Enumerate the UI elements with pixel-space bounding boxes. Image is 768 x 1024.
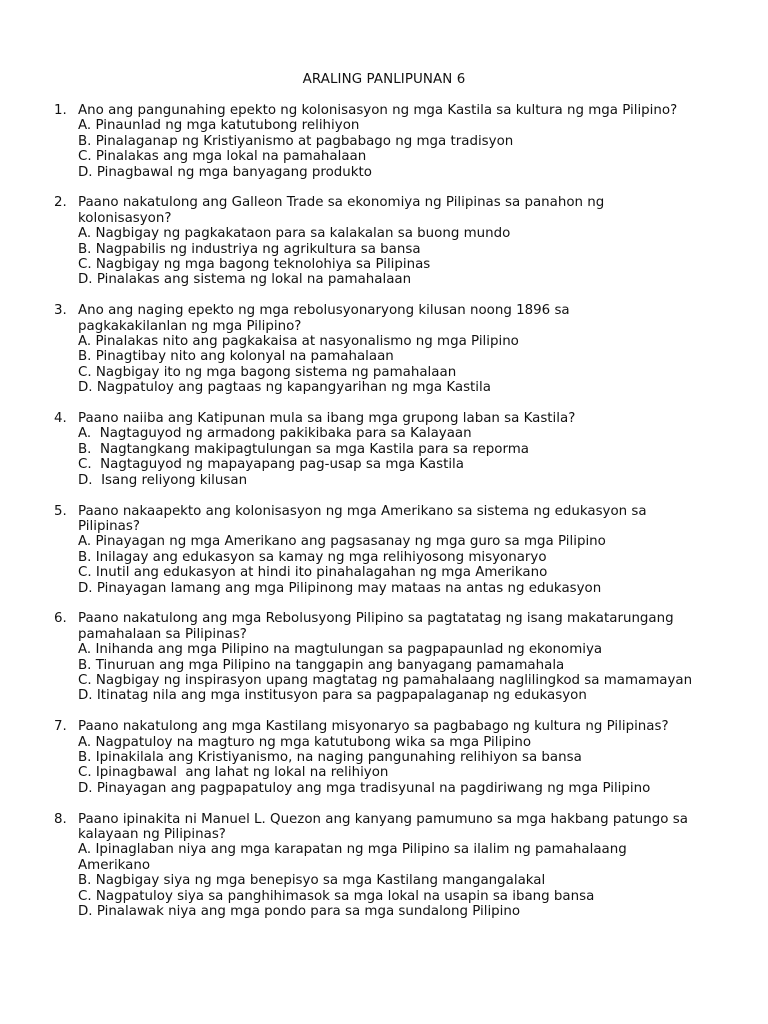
question-item bbox=[54, 103, 744, 180]
question-body bbox=[78, 719, 744, 796]
choice-c: C. Nagtaguyod ng mapayapang pag-usap sa mga Kastila bbox=[78, 457, 464, 473]
question-body bbox=[78, 411, 744, 488]
choice-d: D. Nagpatuloy ang pagtaas ng kapangyarihan ng mga Kastila bbox=[78, 380, 491, 396]
question-number: 7. bbox=[54, 719, 67, 735]
question-text-line: Paano nakatulong ang mga Rebolusyong Pilipino sa pagtatatag ng isang makatarungang bbox=[78, 611, 674, 627]
question-text-line: Paano naiiba ang Katipunan mula sa ibang mga grupong laban sa Kastila? bbox=[78, 411, 576, 427]
choice-b: B. Inilagay ang edukasyon sa kamay ng mga relihiyosong misyonaryo bbox=[78, 549, 547, 565]
choice-d: D. Pinayagan ang pagpapatuloy ang mga tradisyunal na pagdiriwang ng mga Pilipino bbox=[78, 780, 651, 796]
question-item bbox=[54, 611, 744, 703]
page-title: ARALING PANLIPUNAN 6 bbox=[302, 72, 466, 87]
question-body bbox=[78, 103, 744, 180]
question-text-line: Paano nakatulong ang mga Kastilang misyonaryo sa pagbabago ng kultura ng Pilipinas? bbox=[78, 719, 669, 735]
question-item bbox=[54, 411, 744, 488]
question-text-line: Paano nakatulong ang Galleon Trade sa ekonomiya ng Pilipinas sa panahon ng bbox=[78, 195, 605, 211]
question-number: 8. bbox=[54, 811, 67, 827]
question-item bbox=[54, 303, 744, 395]
question-body bbox=[78, 611, 744, 703]
question-item bbox=[54, 812, 744, 920]
question-text-line: pamahalaan sa Pilipinas? bbox=[78, 626, 247, 642]
question-text-line: Pilipinas? bbox=[78, 518, 140, 534]
choice-d: D. Itinatag nila ang mga institusyon para sa pagpapalaganap ng edukasyon bbox=[78, 688, 587, 704]
choice-d: D. Pinayagan lamang ang mga Pilipinong may mataas na antas ng edukasyon bbox=[78, 580, 602, 596]
choice-a: A. Pinalakas nito ang pagkakaisa at nasyonalismo ng mga Pilipino bbox=[78, 334, 519, 350]
choice-d: D. Pinalakas ang sistema ng lokal na pamahalaan bbox=[78, 272, 412, 288]
choice-d: D. Pinalawak niya ang mga pondo para sa mga sundalong Pilipino bbox=[78, 904, 521, 920]
question-item bbox=[54, 504, 744, 596]
choice-a: A. Ipinaglaban niya ang mga karapatan ng mga Pilipino sa ilalim ng pamahalaang Amerikano bbox=[78, 842, 627, 873]
choice-b: B. Nagtangkang makipagtulungan sa mga Kastila para sa reporma bbox=[78, 441, 529, 457]
choice-a: A. Pinayagan ng mga Amerikano ang pagsasanay ng mga guro sa mga Pilipino bbox=[78, 534, 606, 550]
choice-b: B. Nagbigay siya ng mga benepisyo sa mga Kastilang mangangalakal bbox=[78, 873, 546, 889]
question-body bbox=[78, 303, 744, 395]
question-number: 6. bbox=[54, 611, 67, 627]
question-number: 4. bbox=[54, 411, 67, 427]
choice-c: C. Nagbigay ito ng mga bagong sistema ng pamahalaan bbox=[78, 364, 457, 380]
choice-list bbox=[78, 426, 744, 488]
question-number: 5. bbox=[54, 503, 67, 519]
choice-b: B. Nagpabilis ng industriya ng agrikultura sa bansa bbox=[78, 241, 421, 257]
choice-list bbox=[78, 226, 744, 288]
question-text-line: kolonisasyon? bbox=[78, 210, 172, 226]
choice-list bbox=[78, 735, 744, 797]
question-text-line: Ano ang pangunahing epekto ng kolonisasyon ng mga Kastila sa kultura ng mga Pilipino? bbox=[78, 103, 678, 118]
question-item bbox=[54, 719, 744, 796]
choice-b: B. Pinalaganap ng Kristiyanismo at pagbabago ng mga tradisyon bbox=[78, 133, 514, 149]
choice-a: A. Pinaunlad ng mga katutubong relihiyon bbox=[78, 118, 360, 134]
question-number: 1. bbox=[54, 103, 67, 118]
question-text-line: kalayaan ng Pilipinas? bbox=[78, 826, 226, 842]
choice-b: B. Pinagtibay nito ang kolonyal na pamahalaan bbox=[78, 349, 394, 365]
choice-c: C. Ipinagbawal ang lahat ng lokal na relihiyon bbox=[78, 765, 389, 781]
choice-c: C. Pinalakas ang mga lokal na pamahalaan bbox=[78, 149, 367, 165]
question-text-line: pagkakakilanlan ng mga Pilipino? bbox=[78, 318, 302, 334]
question-text-line: Paano nakaapekto ang kolonisasyon ng mga Amerikano sa sistema ng edukasyon sa bbox=[78, 503, 647, 519]
question-number: 3. bbox=[54, 303, 67, 319]
question-text-line: Paano ipinakita ni Manuel L. Quezon ang kanyang pamumuno sa mga hakbang patungo sa bbox=[78, 811, 688, 827]
question-body bbox=[78, 812, 744, 920]
choice-c: C. Inutil ang edukasyon at hindi ito pinahalagahan ng mga Amerikano bbox=[78, 565, 548, 581]
question-text-line: Ano ang naging epekto ng mga rebolusyonaryong kilusan noong 1896 sa bbox=[78, 303, 570, 319]
question-list bbox=[54, 103, 744, 935]
choice-a: A. Nagbigay ng pagkakataon para sa kalakalan sa buong mundo bbox=[78, 226, 511, 242]
choice-c: C. Nagbigay ng mga bagong teknolohiya sa Pilipinas bbox=[78, 257, 431, 273]
choice-a: A. Nagtaguyod ng armadong pakikibaka para sa Kalayaan bbox=[78, 426, 472, 442]
choice-c: C. Nagbigay ng inspirasyon upang magtatag ng pamahalaang naglilingkod sa mamamayan bbox=[78, 672, 693, 688]
question-item bbox=[54, 195, 744, 287]
choice-list bbox=[78, 842, 744, 919]
choice-b: B. Ipinakilala ang Kristiyanismo, na naging pangunahing relihiyon sa bansa bbox=[78, 749, 582, 765]
choice-b: B. Tinuruan ang mga Pilipino na tanggapin ang banyagang pamamahala bbox=[78, 657, 565, 673]
choice-d: D. Pinagbawal ng mga banyagang produkto bbox=[78, 164, 372, 180]
choice-d: D. Isang reliyong kilusan bbox=[78, 472, 248, 488]
question-body bbox=[78, 195, 744, 287]
choice-a: A. Nagpatuloy na magturo ng mga katutubong wika sa mga Pilipino bbox=[78, 734, 532, 750]
choice-list bbox=[78, 534, 744, 596]
question-body bbox=[78, 504, 744, 596]
choice-list bbox=[78, 118, 744, 180]
choice-list bbox=[78, 334, 744, 396]
choice-a: A. Inihanda ang mga Pilipino na magtulungan sa pagpapaunlad ng ekonomiya bbox=[78, 642, 603, 658]
choice-c: C. Nagpatuloy siya sa panghihimasok sa mga lokal na usapin sa ibang bansa bbox=[78, 888, 595, 904]
choice-list bbox=[78, 642, 744, 704]
question-number: 2. bbox=[54, 195, 67, 211]
